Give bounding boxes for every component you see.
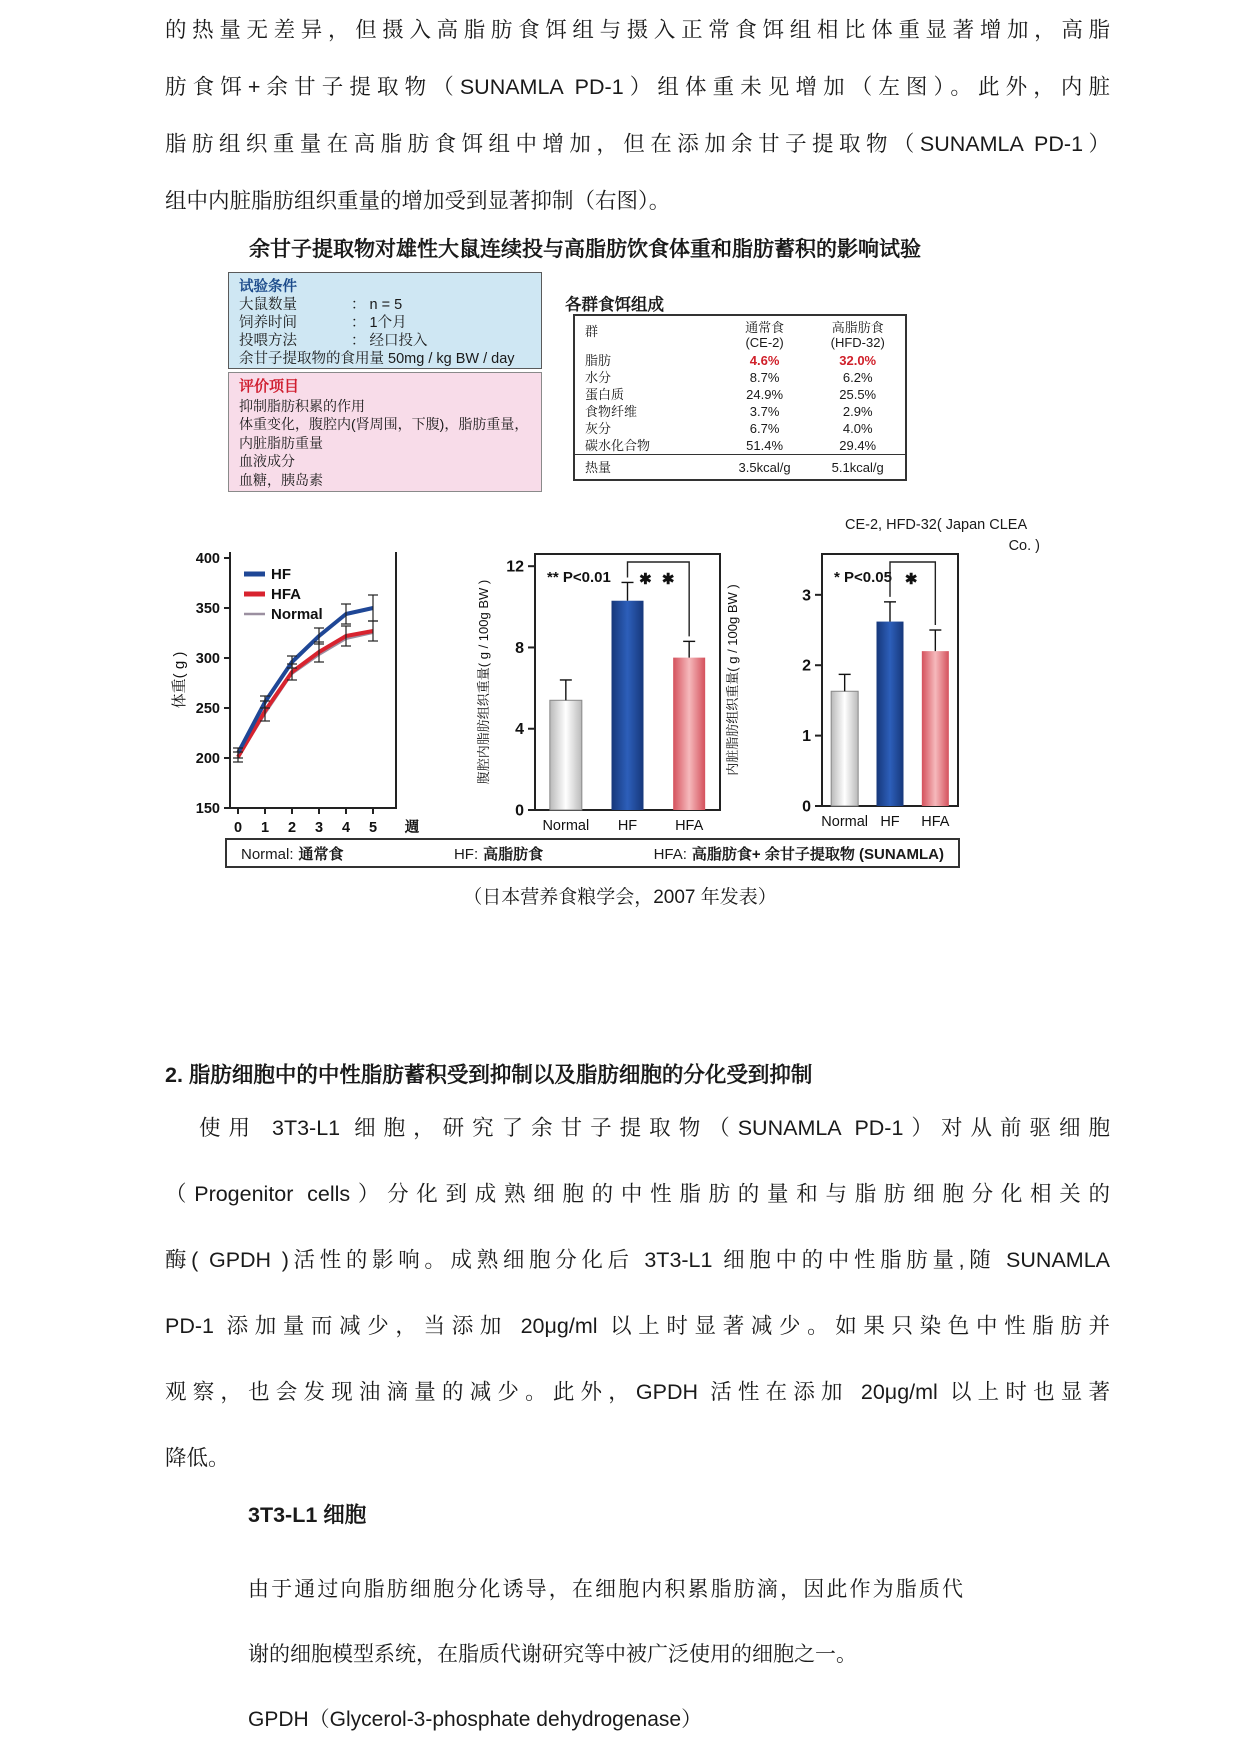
category-label: Normal xyxy=(821,814,869,830)
paragraph-line: 观察，也会发现油滴量的减少。此外，GPDH 活性在添加 20μg/ml 以上时也显著 xyxy=(165,1380,1110,1404)
x-tick-label: 3 xyxy=(314,820,324,836)
category-label: HF xyxy=(880,814,900,830)
condition-value: ： 1个月 xyxy=(351,315,407,331)
test-conditions-rows xyxy=(239,296,531,350)
col-header-ce2 xyxy=(719,315,811,352)
legend-code: HF: xyxy=(453,845,479,863)
section2-paragraph xyxy=(165,1095,1110,1491)
diet-component-label: 灰分 xyxy=(585,421,612,436)
diet-value-hfd: 5.1kcal/g xyxy=(810,455,906,481)
table-row xyxy=(574,352,906,369)
diet-value-ce2: 8.7% xyxy=(749,370,780,385)
diet-value-ce2: 24.9% xyxy=(746,387,784,402)
bar-normal xyxy=(831,691,858,806)
bar-hfa xyxy=(922,651,949,806)
col-header-hfd-name: 高脂肪食 xyxy=(831,320,884,335)
significance-stars: ✱ ✱ xyxy=(639,571,678,588)
y-tick-label: 0 xyxy=(802,798,811,816)
body-weight-line-chart xyxy=(168,538,426,853)
col-header-hfd-code: (HFD-32) xyxy=(830,335,885,350)
category-label: Normal xyxy=(542,818,590,834)
body-weight-chart-svg xyxy=(168,538,426,848)
diet-component-label: 蛋白质 xyxy=(585,387,625,402)
diet-source-note-line1: CE-2, HFD-32( Japan CLEA xyxy=(845,517,1028,533)
table-header-row xyxy=(574,315,906,352)
condition-label: 大鼠数量 xyxy=(239,297,297,313)
diet-value-ce2: 3.5kcal/g xyxy=(719,455,811,481)
intro-paragraph xyxy=(165,2,1110,230)
y-tick-label: 3 xyxy=(802,587,811,605)
y-tick-label: 0 xyxy=(515,802,524,820)
col-header-group: 群 xyxy=(585,324,599,339)
diet-value-ce2: 6.7% xyxy=(749,421,780,436)
diet-component-label: 食物纤维 xyxy=(585,404,638,419)
paragraph-line: 脂肪组织重量在高脂肪食饵组中增加，但在添加余甘子提取物（SUNAMLA PD-1） xyxy=(165,132,1110,156)
y-tick-label: 4 xyxy=(515,721,524,739)
section2-subheading: 3T3-L1 细胞 xyxy=(248,1503,367,1527)
legend-item xyxy=(654,843,944,864)
paragraph-line: 组中内脏脂肪组织重量的增加受到显著抑制（右图）。 xyxy=(165,189,671,213)
x-tick-label: 1 xyxy=(260,820,270,836)
col-header-ce2-name: 通常食 xyxy=(745,320,785,335)
legend-desc: 通常食 xyxy=(298,845,344,863)
dosage-line: 余甘子提取物的食用量 50mg / kg BW / day xyxy=(239,351,515,367)
y-tick-label: 250 xyxy=(195,701,220,717)
diet-value-hfd: 29.4% xyxy=(839,438,877,453)
diet-source-note-line2: Co. ) xyxy=(1008,538,1040,554)
diet-value-ce2: 51.4% xyxy=(746,438,784,453)
chart-bar2-svg xyxy=(700,538,985,848)
paragraph-line: 由于通过向脂肪细胞分化诱导，在细胞内积累脂肪滴，因此作为脂质代 xyxy=(248,1578,963,1601)
series-line-hf xyxy=(238,608,373,753)
legend-item xyxy=(454,843,543,864)
paragraph-line: 酶( GPDH )活性的影响。成熟细胞分化后 3T3-L1 细胞中的中性脂肪量,随 SUNAMLA xyxy=(165,1248,1110,1272)
evaluation-items-title: 评价项目 xyxy=(239,378,300,395)
y-tick-label: 8 xyxy=(515,639,524,657)
diet-component-label: 碳水化合物 xyxy=(585,438,651,453)
condition-row xyxy=(239,332,531,350)
y-tick-label: 2 xyxy=(802,657,811,675)
table-row xyxy=(574,386,906,403)
evaluation-items-box xyxy=(228,372,542,492)
bar-hf xyxy=(612,601,644,810)
diet-value-hfd: 32.0% xyxy=(839,353,877,368)
figure-source: （日本营养食粮学会，2007 年发表） xyxy=(463,887,777,908)
bar-normal xyxy=(550,700,582,810)
evaluation-item: 抑制脂肪积累的作用 xyxy=(239,397,365,414)
col-header-hfd xyxy=(810,315,906,352)
evaluation-item: 体重变化，腹腔内(肾周围，下腹)，脂肪重量， xyxy=(239,416,529,432)
figure-title: 余甘子提取物对雄性大鼠连续投与高脂肪饮食体重和脂肪蓄积的影响试验 xyxy=(249,238,921,261)
paragraph-line: PD-1 添加量而减少，当添加 20μg/ml 以上时显著减少。如果只染色中性脂肪并 xyxy=(165,1314,1110,1338)
legend-label-hfa: HFA xyxy=(271,586,301,603)
group-legend-bar xyxy=(225,838,960,868)
significance-annotation: * P<0.05 xyxy=(834,569,892,586)
y-tick-label: 400 xyxy=(195,551,220,567)
evaluation-item: 内脏脂肪重量 xyxy=(239,434,323,451)
test-conditions-box xyxy=(228,272,542,369)
diet-value-hfd: 25.5% xyxy=(839,387,877,402)
paragraph-line: 降低。 xyxy=(165,1446,230,1470)
significance-annotation: ** P<0.01 xyxy=(547,569,611,586)
y-tick-label: 150 xyxy=(195,801,220,817)
section2-note xyxy=(248,1557,963,1752)
category-label: HFA xyxy=(675,818,704,834)
evaluation-item: 血糖，胰岛素 xyxy=(239,471,323,488)
condition-label: 饲养时间 xyxy=(239,315,297,331)
condition-value: ： n = 5 xyxy=(351,297,403,313)
y-tick-label: 200 xyxy=(195,751,220,767)
legend-desc: 高脂肪食+ 余甘子提取物 (SUNAMLA) xyxy=(691,845,944,863)
table-row xyxy=(574,455,906,481)
diet-composition-table xyxy=(573,314,907,481)
table-row xyxy=(574,437,906,455)
col-header-ce2-code: (CE-2) xyxy=(745,335,784,350)
y-tick-label: 300 xyxy=(195,651,220,667)
diet-value-hfd: 4.0% xyxy=(842,421,873,436)
diet-component-label: 热量 xyxy=(574,455,719,481)
test-conditions-title: 试验条件 xyxy=(239,279,297,295)
x-tick-label: 4 xyxy=(341,820,351,836)
category-label: HF xyxy=(617,818,638,834)
paragraph-line: （Progenitor cells）分化到成熟细胞的中性脂肪的量和与脂肪细胞分化相关的 xyxy=(165,1182,1110,1206)
legend-label-normal: Normal xyxy=(271,606,323,623)
y-tick-label: 12 xyxy=(506,558,524,576)
table-row xyxy=(574,403,906,420)
x-tick-label: 5 xyxy=(368,820,378,836)
legend-label-hf: HF xyxy=(271,566,291,583)
condition-row xyxy=(239,314,531,332)
diet-component-label: 水分 xyxy=(585,370,612,385)
paragraph-line: 肪食饵+余甘子提取物（SUNAMLA PD-1）组体重未见增加（左图）。此外，内脏 xyxy=(165,75,1110,99)
bar-hf xyxy=(877,622,904,806)
y-tick-label: 1 xyxy=(802,728,811,746)
paragraph-line: 谢的细胞模型系统，在脂质代谢研究等中被广泛使用的细胞之一。 xyxy=(248,1643,857,1666)
section2-heading: 2. 脂肪细胞中的中性脂肪蓄积受到抑制以及脂肪细胞的分化受到抑制 xyxy=(165,1063,813,1087)
abdominal-fat-bar-chart xyxy=(450,538,730,853)
diet-value-hfd: 6.2% xyxy=(842,370,873,385)
diet-value-hfd: 2.9% xyxy=(842,404,873,419)
x-tick-label: 2 xyxy=(287,820,297,836)
significance-stars: ✱ xyxy=(904,571,921,588)
diet-value-ce2: 3.7% xyxy=(749,404,780,419)
x-tick-label: 0 xyxy=(233,820,243,836)
x-axis-unit-label: 週 xyxy=(404,820,420,836)
y-axis-label: 体重( g ) xyxy=(171,651,188,709)
y-axis-label: 腹腔内脂肪组织重量( g / 100g BW ) xyxy=(476,579,491,785)
legend-desc: 高脂肪食 xyxy=(483,845,544,863)
y-axis-label: 内脏脂肪组织重量( g / 100g BW ) xyxy=(725,584,740,776)
condition-row xyxy=(239,296,531,314)
condition-value: ： 经口投入 xyxy=(351,333,428,349)
table-row xyxy=(574,420,906,437)
paragraph-line: 使用 3T3-L1 细胞，研究了余甘子提取物（SUNAMLA PD-1）对从前驱细胞 xyxy=(199,1116,1110,1140)
evaluation-items-list xyxy=(239,397,531,490)
diet-component-label: 脂肪 xyxy=(585,353,612,368)
condition-label: 投喂方法 xyxy=(239,333,297,349)
category-label: HFA xyxy=(921,814,950,830)
table-row xyxy=(574,369,906,386)
chart-bar1-svg xyxy=(450,538,730,848)
y-tick-label: 350 xyxy=(195,601,220,617)
diet-table-title: 各群食饵组成 xyxy=(565,296,664,314)
legend-code: Normal: xyxy=(241,845,294,863)
evaluation-item: 血液成分 xyxy=(239,453,295,469)
legend-code: HFA: xyxy=(653,845,687,863)
visceral-fat-bar-chart xyxy=(700,538,985,853)
paragraph-line: 的热量无差异，但摄入高脂肪食饵组与摄入正常食饵组相比体重显著增加，高脂 xyxy=(165,18,1110,42)
axis-frame xyxy=(230,552,396,808)
diet-value-ce2: 4.6% xyxy=(749,353,780,368)
paragraph-line: GPDH（Glycerol-3-phosphate dehydrogenase） xyxy=(248,1708,703,1731)
legend-item xyxy=(241,843,344,864)
